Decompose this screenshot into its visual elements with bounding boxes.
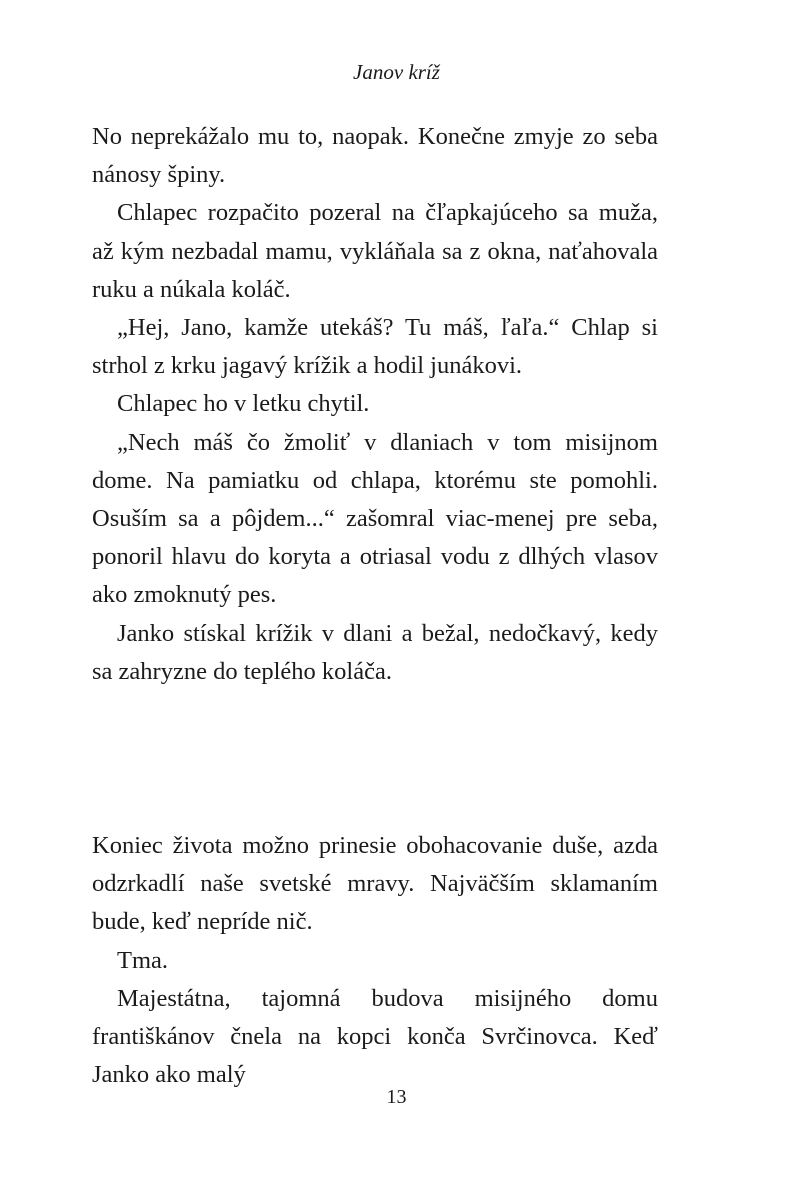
paragraph: Majestátna, tajomná budova misijného domu františkánov čnela na kopci konča Svrčinovca. Keď Janko ako malý (92, 984, 658, 1089)
paragraph: Chlapec ho v letku chytil. (117, 390, 370, 418)
paragraph: „Nech máš čo žmoliť v dlaniach v tom misijnom dome. Na pamiatku od chlapa, ktorému ste pomohli. Osuším sa a pôjdem...“ zašomral viac-menej pre seba, ponoril hlavu do koryta a otriasal vodu z dlhých vlasov ako zmoknutý pes. (92, 428, 658, 609)
paragraph-continuation: No neprekážalo mu to, naopak. Konečne zmyje zo seba nánosy špiny. (92, 123, 658, 189)
paragraph: Chlapec rozpačito pozeral na čľapkajúceho sa muža, až kým nezbadal mamu, vykláňala sa z okna, naťahovala ruku a núkala koláč. (92, 199, 658, 303)
text-section-1 (92, 118, 658, 691)
page-number: 13 (386, 1086, 407, 1108)
paragraph-section-start: Koniec života možno prinesie obohacovanie duše, azda odzrkadlí naše svetské mravy. Najväčším sklamaním bude, keď nepríde nič. (92, 832, 658, 936)
paragraph: Janko stískal krížik v dlani a bežal, nedočkavý, kedy sa zahryzne do teplého koláča. (92, 619, 658, 685)
paragraph: „Hej, Jano, kamže utekáš? Tu máš, ľaľa.“ Chlap si strhol z krku jagavý krížik a hodil junákovi. (92, 314, 658, 380)
paragraph: Tma. (117, 946, 169, 974)
running-header-title: Janov kríž (353, 60, 440, 84)
text-section-2 (92, 827, 658, 1094)
